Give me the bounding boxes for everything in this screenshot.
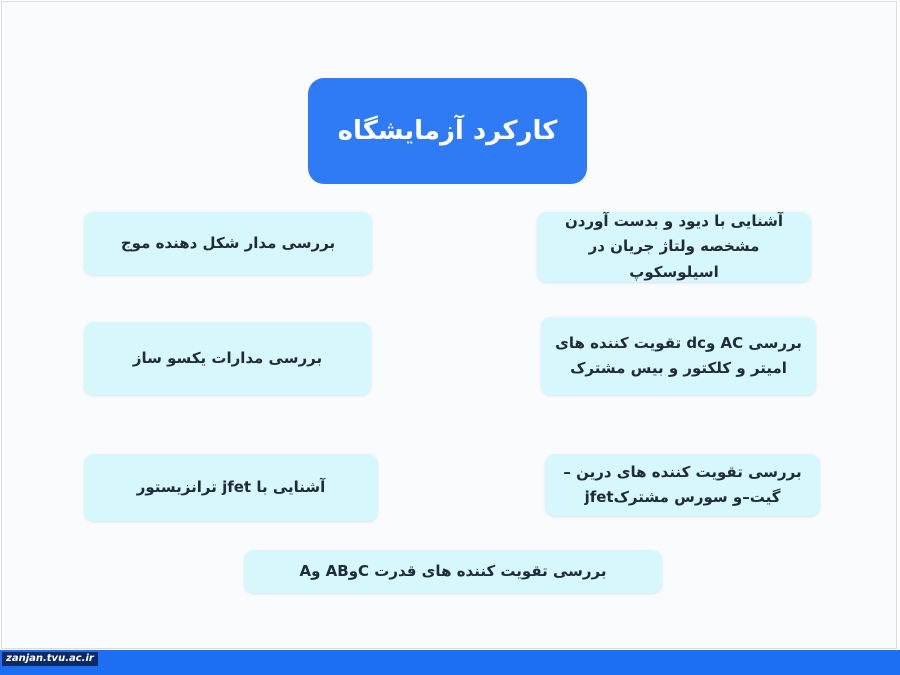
card-text-line-1: بررسی تقویت کننده های درین – bbox=[563, 462, 802, 481]
card-text: بررسی مدارات یکسو ساز bbox=[132, 348, 323, 367]
card-text: بررسی مدار شکل دهنده موج bbox=[120, 233, 336, 252]
card-text-line-2: گیت–و سورس مشترکjfet bbox=[584, 488, 781, 506]
card-text-line-1: بررسی AC وdc تقویت کننده های bbox=[555, 333, 802, 352]
slide bbox=[1, 1, 897, 649]
card-rectifier-circuits bbox=[84, 322, 371, 395]
card-diode-characteristics bbox=[537, 212, 811, 282]
card-jfet-intro bbox=[84, 454, 378, 521]
card-jfet-amplifiers bbox=[545, 454, 820, 516]
card-text-line-2: مشخصه ولتاژ جریان در اسیلوسکوپ bbox=[588, 237, 760, 281]
card-text: آشنایی با jfet ترانزیستور bbox=[136, 477, 326, 496]
card-text: بررسی تقویت کننده های قدرت CوAB وA bbox=[299, 561, 607, 580]
university-logo: zanjan.tvu.ac.ir bbox=[2, 652, 98, 666]
card-power-amplifiers bbox=[244, 550, 662, 593]
card-waveshaping-circuit bbox=[84, 212, 372, 275]
card-text-line-1: آشنایی با دیود و بدست آوردن bbox=[564, 211, 784, 230]
card-text-line-2: امیتر و کلکتور و بیس مشترک bbox=[570, 359, 787, 377]
footer-bar bbox=[0, 650, 900, 675]
slide-title: کارکرد آزمایشگاه bbox=[308, 78, 587, 184]
card-ac-dc-amplifiers bbox=[541, 317, 816, 395]
